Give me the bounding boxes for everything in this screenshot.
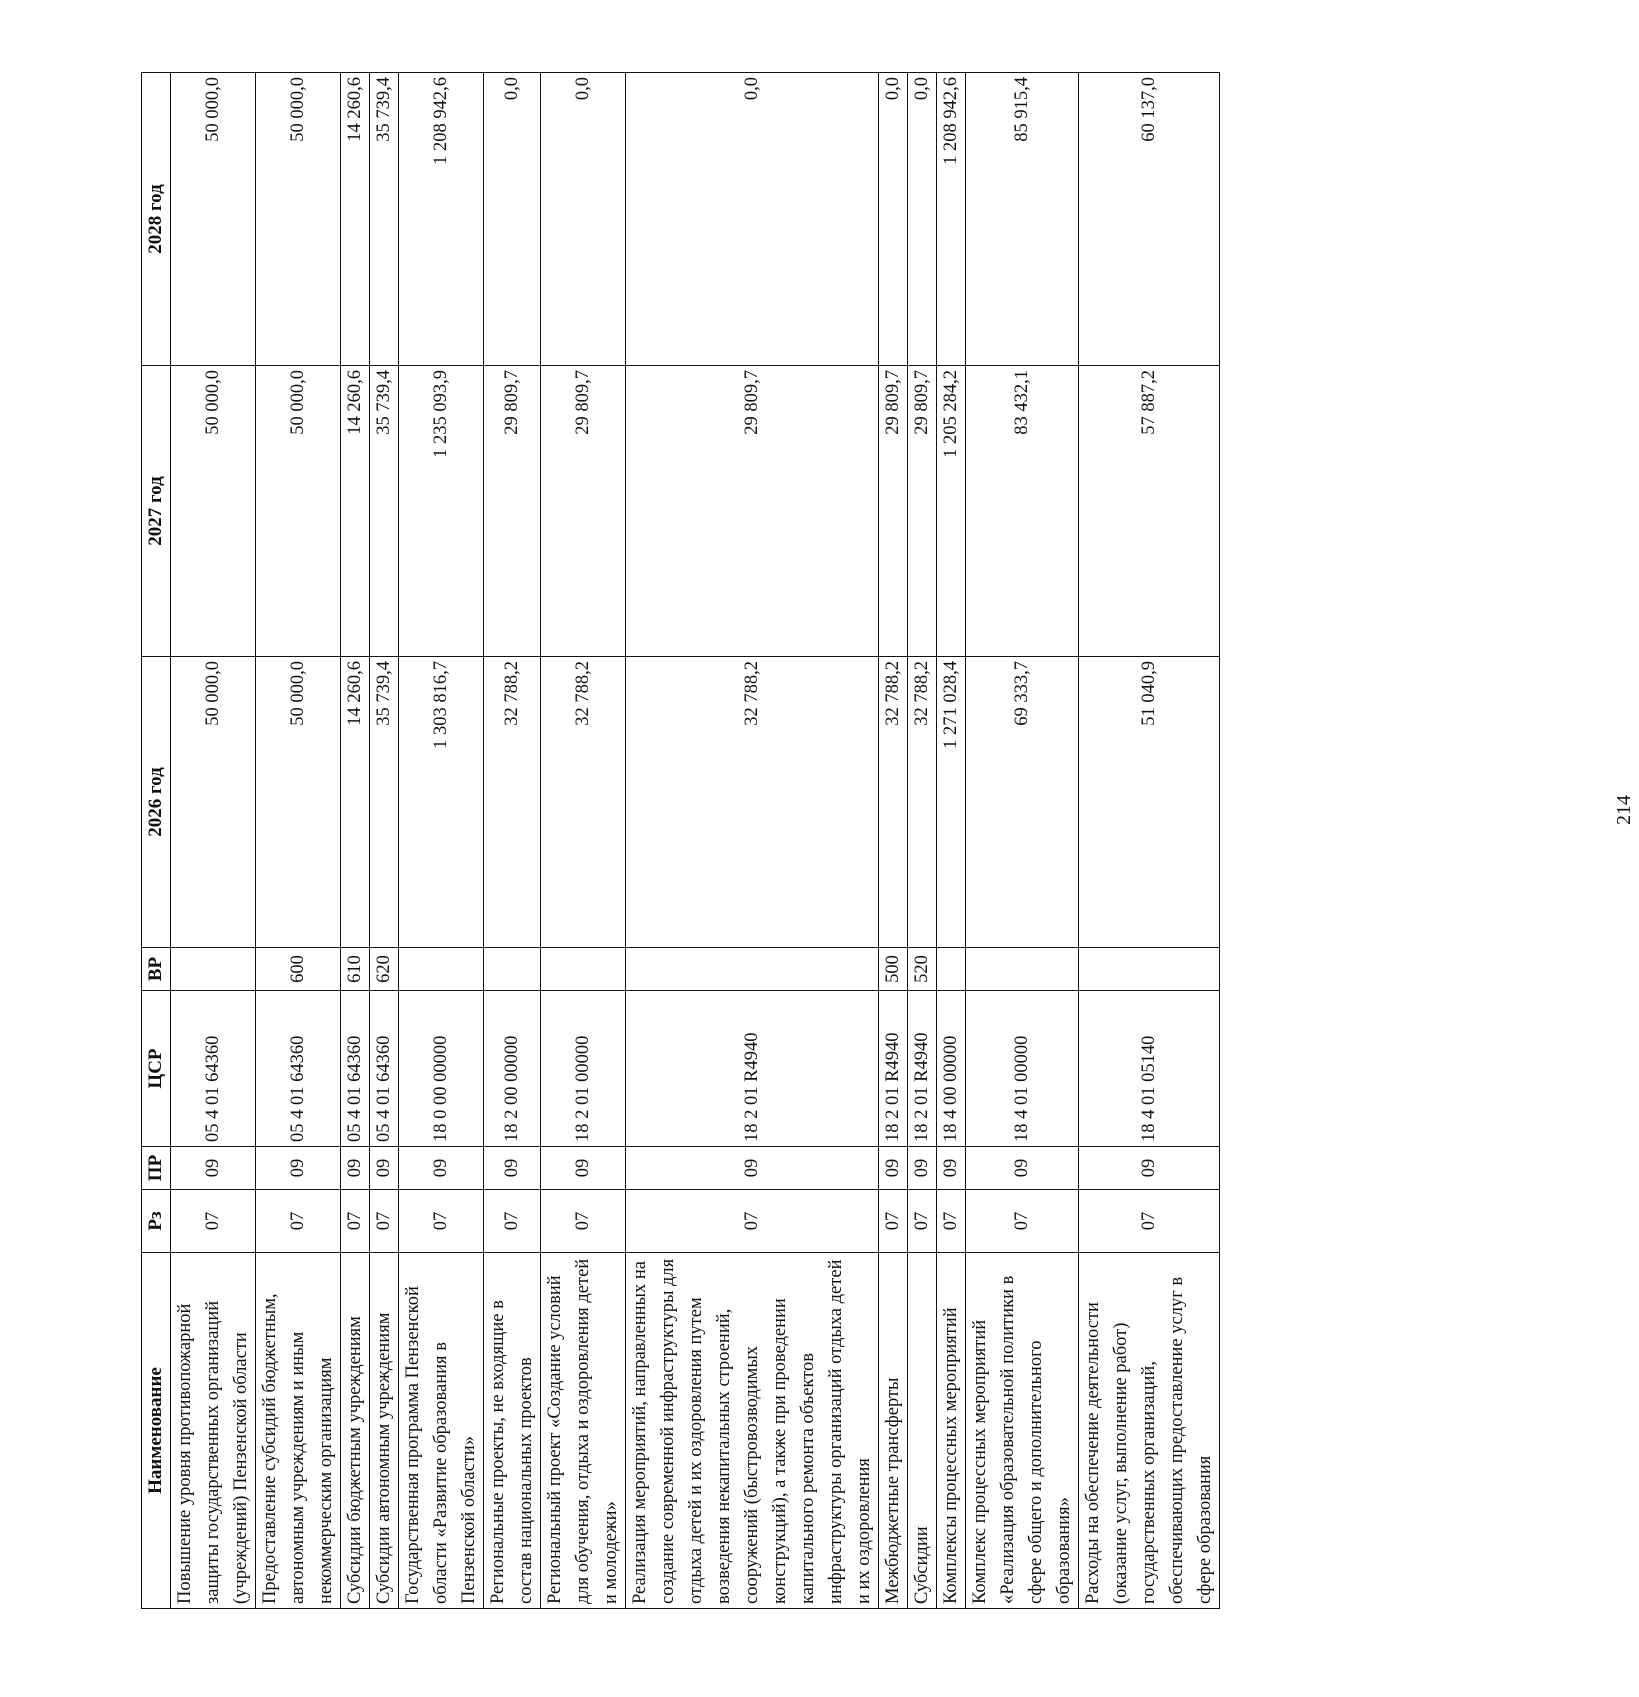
- row-2028: 0,0: [484, 73, 541, 366]
- row-2027: 14 260,6: [341, 366, 370, 657]
- table-row: [626, 73, 879, 1609]
- row-csr: 18 4 00 00000: [937, 991, 966, 1147]
- row-vr: 500: [879, 948, 908, 991]
- row-vr: [1079, 948, 1220, 991]
- row-name: Региональные проекты, не входящие в состав национальных проектов: [484, 1253, 541, 1609]
- table-row: [541, 73, 626, 1609]
- row-csr: 18 4 01 00000: [966, 991, 1079, 1147]
- row-vr: [937, 948, 966, 991]
- row-name: Комплексы процессных мероприятий: [937, 1253, 966, 1609]
- row-name: Повышение уровня противопожарной защиты государственных организаций (учреждений) Пензенской области: [171, 1253, 256, 1609]
- row-2027: 50 000,0: [256, 366, 341, 657]
- row-2027: 29 809,7: [908, 366, 937, 657]
- row-csr: 05 4 01 64360: [171, 991, 256, 1147]
- table-row: [908, 73, 937, 1609]
- row-name: Государственная программа Пензенской области «Развитие образования в Пензенской области»: [399, 1253, 484, 1609]
- row-2027: 1 235 093,9: [399, 366, 484, 657]
- row-rz: 07: [966, 1190, 1079, 1253]
- row-name: Региональный проект «Создание условий для обучения, отдыха и оздоровления детей и молодежи»: [541, 1253, 626, 1609]
- row-2028: 50 000,0: [256, 73, 341, 366]
- row-2026: 50 000,0: [256, 657, 341, 948]
- row-csr: 18 2 01 R4940: [879, 991, 908, 1147]
- row-rz: 07: [937, 1190, 966, 1253]
- row-2026: 32 788,2: [484, 657, 541, 948]
- row-2027: 83 432,1: [966, 366, 1079, 657]
- row-2028: 85 915,4: [966, 73, 1079, 366]
- row-rz: 07: [399, 1190, 484, 1253]
- row-csr: 05 4 01 64360: [370, 991, 399, 1147]
- row-rz: 07: [626, 1190, 879, 1253]
- row-pr: 09: [1079, 1147, 1220, 1190]
- row-pr: 09: [626, 1147, 879, 1190]
- table-row: [879, 73, 908, 1609]
- row-pr: 09: [966, 1147, 1079, 1190]
- row-rz: 07: [341, 1190, 370, 1253]
- header-name: Наименование: [142, 1253, 171, 1609]
- row-vr: [626, 948, 879, 991]
- row-name: Субсидии автономным учреждениям: [370, 1253, 399, 1609]
- row-vr: [484, 948, 541, 991]
- row-csr: 18 2 01 00000: [541, 991, 626, 1147]
- row-pr: 09: [399, 1147, 484, 1190]
- row-2027: 29 809,7: [541, 366, 626, 657]
- row-2028: 0,0: [908, 73, 937, 366]
- header-pr: ПР: [142, 1147, 171, 1190]
- row-2026: 35 739,4: [370, 657, 399, 948]
- row-2028: 1 208 942,6: [937, 73, 966, 366]
- row-vr: 610: [341, 948, 370, 991]
- row-2027: 50 000,0: [171, 366, 256, 657]
- table-row: [937, 73, 966, 1609]
- row-2027: 57 887,2: [1079, 366, 1220, 657]
- row-vr: [171, 948, 256, 991]
- row-2028: 60 137,0: [1079, 73, 1220, 366]
- row-vr: 600: [256, 948, 341, 991]
- row-2026: 32 788,2: [541, 657, 626, 948]
- row-csr: 18 2 01 R4940: [908, 991, 937, 1147]
- row-2026: 1 271 028,4: [937, 657, 966, 948]
- row-name: Комплекс процессных мероприятий «Реализация образовательной политики в сфере общего и дополнительного образования»: [966, 1253, 1079, 1609]
- row-rz: 07: [1079, 1190, 1220, 1253]
- row-pr: 09: [937, 1147, 966, 1190]
- table-row: [256, 73, 341, 1609]
- table-header-row: [142, 73, 171, 1609]
- row-2026: 51 040,9: [1079, 657, 1220, 948]
- table-row: [171, 73, 256, 1609]
- header-csr: ЦСР: [142, 991, 171, 1147]
- budget-table: [141, 72, 1220, 1609]
- row-pr: 09: [484, 1147, 541, 1190]
- row-2026: 1 303 816,7: [399, 657, 484, 948]
- row-2028: 1 208 942,6: [399, 73, 484, 366]
- row-2028: 0,0: [879, 73, 908, 366]
- row-rz: 07: [879, 1190, 908, 1253]
- row-csr: 18 2 01 R4940: [626, 991, 879, 1147]
- row-2027: 29 809,7: [626, 366, 879, 657]
- header-rz: Рз: [142, 1190, 171, 1253]
- row-pr: 09: [341, 1147, 370, 1190]
- row-name: Субсидии бюджетным учреждениям: [341, 1253, 370, 1609]
- row-2028: 50 000,0: [171, 73, 256, 366]
- row-rz: 07: [541, 1190, 626, 1253]
- row-pr: 09: [171, 1147, 256, 1190]
- row-csr: 18 2 00 00000: [484, 991, 541, 1147]
- table-row: [341, 73, 370, 1609]
- row-2028: 0,0: [626, 73, 879, 366]
- row-csr: 05 4 01 64360: [256, 991, 341, 1147]
- table-row: [484, 73, 541, 1609]
- row-2027: 29 809,7: [879, 366, 908, 657]
- row-rz: 07: [484, 1190, 541, 1253]
- row-csr: 18 4 01 05140: [1079, 991, 1220, 1147]
- row-rz: 07: [256, 1190, 341, 1253]
- row-csr: 18 0 00 00000: [399, 991, 484, 1147]
- rotated-page-content: [141, 73, 1215, 1609]
- row-name: Межбюджетные трансферты: [879, 1253, 908, 1609]
- row-2027: 1 205 284,2: [937, 366, 966, 657]
- row-name: Реализация мероприятий, направленных на создание современной инфраструктуры для отдыха детей и их оздоровления путем возведения некапитальных строений, сооружений (быстровозводимых конструкций), а также при проведении капитального ремонта объектов инфраструктуры организаций отдыха детей и их оздоровления: [626, 1253, 879, 1609]
- header-2028: 2028 год: [142, 73, 171, 366]
- row-name: Предоставление субсидий бюджетным, автономным учреждениям и иным некоммерческим организациям: [256, 1253, 341, 1609]
- row-pr: 09: [541, 1147, 626, 1190]
- row-2028: 35 739,4: [370, 73, 399, 366]
- row-2026: 32 788,2: [879, 657, 908, 948]
- table-row: [370, 73, 399, 1609]
- row-2026: 32 788,2: [626, 657, 879, 948]
- row-name: Расходы на обеспечение деятельности (оказание услуг, выполнение работ) государственных организаций, обеспечивающих предоставление услуг в сфере образования: [1079, 1253, 1220, 1609]
- row-rz: 07: [370, 1190, 399, 1253]
- row-vr: 520: [908, 948, 937, 991]
- header-2026: 2026 год: [142, 657, 171, 948]
- table-row: [1079, 73, 1220, 1609]
- row-vr: [966, 948, 1079, 991]
- row-2028: 14 260,6: [341, 73, 370, 366]
- row-2026: 14 260,6: [341, 657, 370, 948]
- table-row: [966, 73, 1079, 1609]
- header-vr: ВР: [142, 948, 171, 991]
- row-csr: 05 4 01 64360: [341, 991, 370, 1147]
- page-number: 214: [1613, 795, 1635, 825]
- row-2027: 35 739,4: [370, 366, 399, 657]
- row-pr: 09: [370, 1147, 399, 1190]
- row-2028: 0,0: [541, 73, 626, 366]
- row-pr: 09: [879, 1147, 908, 1190]
- row-name: Субсидии: [908, 1253, 937, 1609]
- row-2026: 32 788,2: [908, 657, 937, 948]
- row-pr: 09: [908, 1147, 937, 1190]
- row-rz: 07: [171, 1190, 256, 1253]
- row-2026: 50 000,0: [171, 657, 256, 948]
- row-rz: 07: [908, 1190, 937, 1253]
- row-2027: 29 809,7: [484, 366, 541, 657]
- row-vr: [541, 948, 626, 991]
- row-pr: 09: [256, 1147, 341, 1190]
- table-row: [399, 73, 484, 1609]
- row-vr: [399, 948, 484, 991]
- row-vr: 620: [370, 948, 399, 991]
- header-2027: 2027 год: [142, 366, 171, 657]
- row-2026: 69 333,7: [966, 657, 1079, 948]
